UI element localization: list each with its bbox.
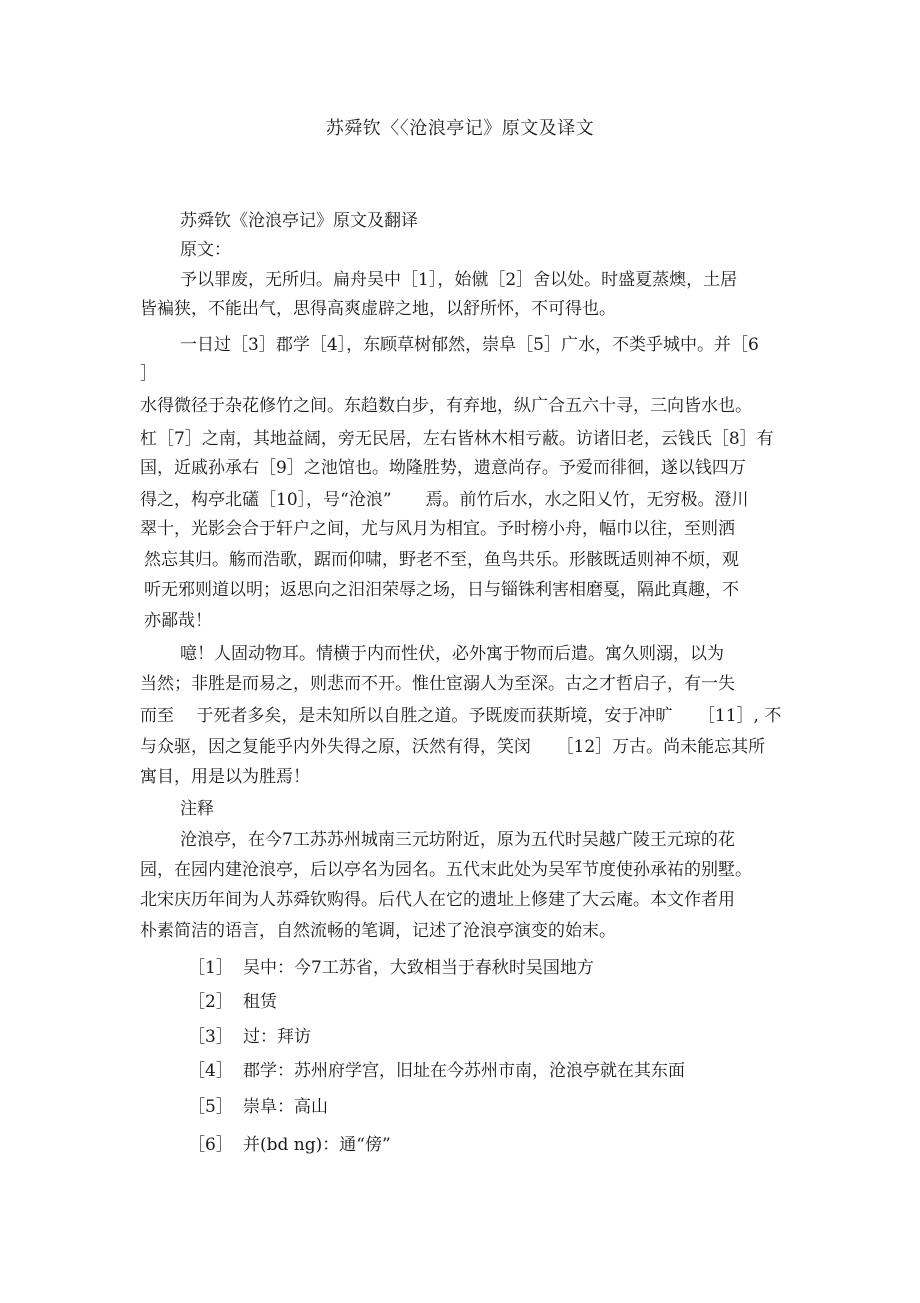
notes-label: 注释 <box>180 799 214 819</box>
notes-line: 朴素简洁的语言，自然流畅的笔调，记述了沧浪亭演变的始末。 <box>140 921 616 941</box>
original-line: 当然；非胜是而易之，则悲而不开。惟仕宦溺人为至深。古之才哲启子，有一失 <box>140 674 735 694</box>
footnote-number: ［2］ <box>188 992 233 1012</box>
original-line: 寓目，用是以为胜焉！ <box>140 767 310 787</box>
original-line: 国，近戚孙承右［9］之池馆也。坳隆胜势，遗意尚存。予爱而徘徊，遂以钱四万 <box>140 458 746 478</box>
footnote-item <box>188 990 277 1014</box>
footnote-text: 并(bd ng)：通“傍” <box>243 1135 391 1155</box>
original-line: 与众驱，因之复能乎内外失得之原，沃然有得，笑闵 ［12］万古。尚未能忘其所 <box>140 737 766 757</box>
footnote-number: ［3］ <box>188 1027 233 1047</box>
original-line: 然忘其归。觞而浩歌，踞而仰啸，野老不至，鱼鸟共乐。形骸既适则神不烦，观 <box>144 550 739 570</box>
original-line: 一日过［3］郡学［4］，东顾草树郁然，崇阜［5］广水，不类乎城中。并［6 <box>180 335 759 355</box>
footnote-text: 过：拜访 <box>243 1027 311 1047</box>
footnote-text: 租赁 <box>243 992 277 1012</box>
footnote-item <box>188 1133 391 1157</box>
original-line: 而至 于死者多矣，是未知所以自胜之道。予既废而获斯境，安于冲旷 ［11］, 不 <box>140 706 782 726</box>
footnote-number: ［1］ <box>188 958 233 978</box>
footnote-number: ［5］ <box>188 1097 233 1117</box>
footnote-number: ［6］ <box>188 1135 233 1155</box>
original-line: 翠十，光影会合于轩户之间，尤与风月为相宜。予时榜小舟，幅巾以往，至则洒 <box>140 519 735 539</box>
original-label: 原文： <box>180 240 231 260</box>
notes-line: 沧浪亭，在今7工苏苏州城南三元坊附近，原为五代时吴越广陵王元琼的花 <box>180 830 735 850</box>
document-title: 苏舜钦〈〈沧浪亭记》原文及译文 <box>325 118 595 139</box>
original-line: 得之，构亭北礚［10］，号“沧浪” 焉。前竹后水，水之阳乂竹，无穷极。澄川 <box>140 490 749 510</box>
original-line: ］ <box>140 364 157 384</box>
footnote-text: 郡学：苏州府学宫，旧址在今苏州市南，沧浪亭就在其东面 <box>243 1061 685 1081</box>
footnote-text: 吴中：今7工苏省，大致相当于春秋时吴国地方 <box>243 958 594 978</box>
original-line: 杠［7］之南，其地益阔，旁无民居，左右皆林木相亏蔽。访诸旧老，云钱氏［8］有 <box>140 429 774 449</box>
footnote-item <box>188 1059 685 1083</box>
footnote-item <box>188 1025 311 1049</box>
notes-line: 园，在园内建沧浪亭，后以亭名为园名。五代末此处为吴军节度使孙承祐的别墅。 <box>140 860 752 880</box>
original-line: 噫！人固动物耳。情横于内而性伏，必外寓于物而后遣。寓久则溺，以为 <box>180 644 724 664</box>
original-line: 予以罪废，无所归。扁舟吴中［1］，始僦［2］舍以处。时盛夏蒸燠，土居 <box>180 270 738 290</box>
article-heading: 苏舜钦《沧浪亭记》原文及翻译 <box>180 211 418 231</box>
footnote-number: ［4］ <box>188 1061 233 1081</box>
original-line: 水得微径于杂花修竹之间。东趋数白步，有弃地，纵广合五六十寻，三向皆水也。 <box>140 396 752 416</box>
footnote-item <box>188 1095 328 1119</box>
footnote-text: 崇阜：高山 <box>243 1097 328 1117</box>
original-line: 听无邪则道以明；返思向之汨汨荣辱之场，日与锱铢利害相磨戛，隔此真趣，不 <box>144 580 739 600</box>
notes-line: 北宋庆历年间为人苏舜钦购得。后代人在它的遗址上修建了大云庵。本文作者用 <box>140 890 735 910</box>
footnote-item <box>188 956 594 980</box>
original-line: 亦鄙哉！ <box>144 611 212 631</box>
original-line: 皆褊狭，不能出气，思得高爽虚辟之地，以舒所怀，不可得也。 <box>140 299 616 319</box>
